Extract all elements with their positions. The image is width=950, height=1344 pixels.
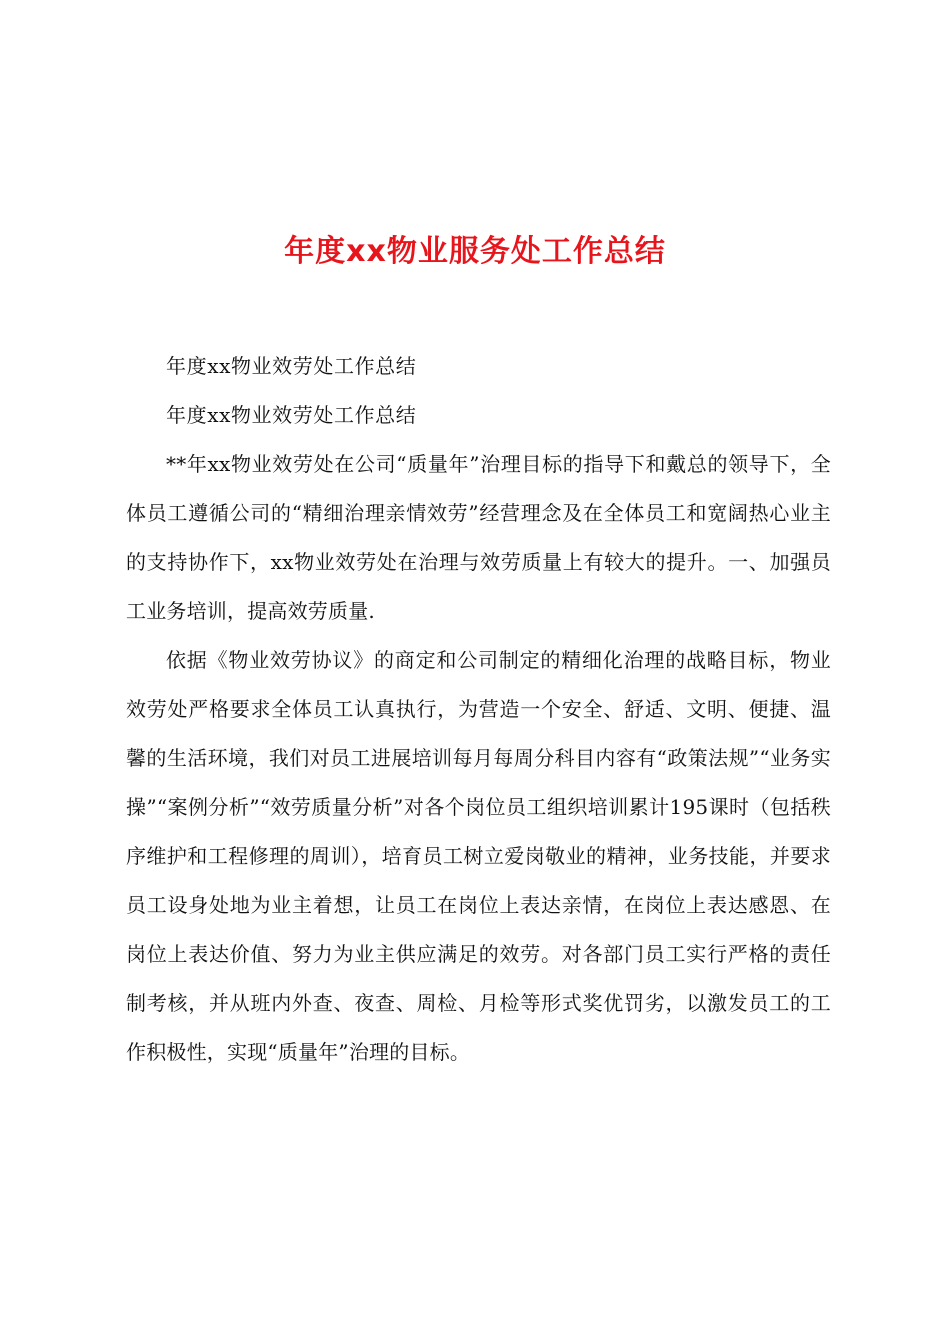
paragraph-intro: **年xx物业效劳处在公司“质量年”治理目标的指导下和戴总的领导下，全体员工遵循公司的“精细治理亲情效劳”经营理念及在全体员工和宽阔热心业主的支持协作下，xx物业效劳处在治理与效劳质量上有较大的提升。一、加强员工业务培训，提高效劳质量. — [126, 452, 831, 623]
document-title: 年度xx物业服务处工作总结 — [284, 234, 666, 270]
paragraph-training: 依据《物业效劳协议》的商定和公司制定的精细化治理的战略目标，物业效劳处严格要求全体员工认真执行，为营造一个安全、舒适、文明、便捷、温馨的生活环境，我们对员工进展培训每月每周分科目内容有“政策法规”“业务实操”“案例分析”“效劳质量分析”对各个岗位员工组织培训累计195课时（包括秩序维护和工程修理的周训），培育员工树立爱岗敬业的精神，业务技能，并要求员工设身处地为业主着想，让员工在岗位上表达亲情，在岗位上表达感恩、在岗位上表达价值、努力为业主供应满足的效劳。对各部门员工实行严格的责任制考核，并从班内外查、夜查、周检、月检等形式奖优罚劣，以激发员工的工作积极性，实现“质量年”治理的目标。 — [126, 648, 831, 1064]
subtitle-line-2: 年度xx物业效劳处工作总结 — [166, 403, 417, 427]
subtitle-line-1: 年度xx物业效劳处工作总结 — [166, 354, 417, 378]
document-body — [126, 342, 831, 1077]
